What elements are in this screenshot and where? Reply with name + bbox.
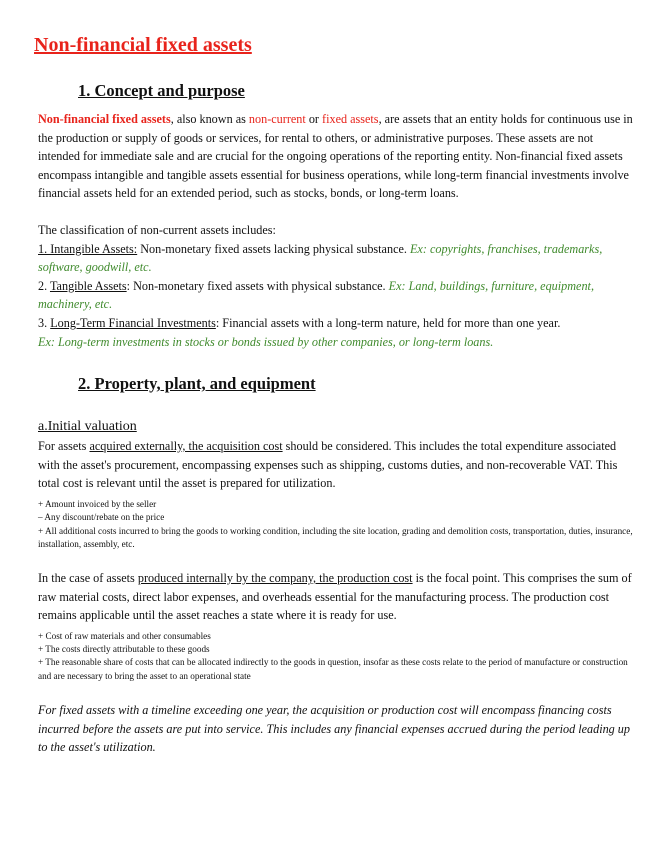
external-text-2: should be considered. This includes the total expenditure associated with the asset's procurement, encompassing expenses such as shipping, customs duties, and non-recoverable VAT. This total cost is relevant until the asset is prepared for utilization. [38, 439, 618, 491]
list-item: – Any discount/rebate on the price [38, 512, 165, 523]
item-label: 1. Intangible Assets: [38, 241, 138, 256]
external-text-1: For assets [38, 439, 90, 454]
list-item: + Amount invoiced by the seller [38, 498, 157, 509]
item-example: Ex: Long-term investments in stocks or bonds issued by other companies, or long-term loans. [38, 334, 494, 349]
item-example: Ex: copyrights, franchises, trademarks, software, goodwill, etc. [38, 241, 603, 275]
list-item: + The reasonable share of costs that can be allocated indirectly to the goods in question, insofar as these costs relate to the period of manufacture or construction and are necessary to bring the asset to an operational state [38, 657, 628, 681]
external-emphasis: acquired externally, the acquisition cost [89, 439, 283, 454]
item-example: Ex: Land, buildings, furniture, equipment, machinery, etc. [38, 278, 594, 312]
classification-intro: The classification of non-current assets includes: [38, 222, 276, 237]
classification-item-financial [38, 314, 633, 351]
external-paragraph [38, 437, 633, 493]
item-label: Long-Term Financial Investments [50, 315, 216, 330]
internal-text-2: is the focal point. This comprises the sum of raw material costs, direct labor expenses, and overheads essential for the manufacturing process. The production cost remains applicable until the asset reaches a state where it is ready for use. [38, 571, 632, 623]
financing-cost-note: For fixed assets with a timeline exceeding one year, the acquisition or production cost will encompass financing costs incurred before the assets are put into service. This includes any financial expenses accrued during the period leading up to the asset's utilization. [38, 703, 630, 755]
intro-paragraph [38, 110, 633, 203]
internal-text-1: In the case of assets [38, 571, 138, 586]
list-item: + The costs directly attributable to these goods [38, 644, 210, 655]
item-desc: : Non-monetary fixed assets with physical substance. [126, 278, 389, 293]
classification-item-tangible [38, 277, 633, 314]
internal-cost-list [38, 630, 633, 683]
internal-emphasis: produced internally by the company, the production cost [137, 571, 413, 586]
term-highlight: Non-financial fixed assets [38, 112, 171, 126]
list-item: + Cost of raw materials and other consumables [38, 630, 211, 641]
internal-paragraph [38, 569, 633, 625]
subheading-initial-valuation [38, 417, 633, 437]
external-cost-list [38, 498, 633, 551]
section-1-heading: 1. Concept and purpose [78, 81, 245, 100]
list-item: + All additional costs incurred to bring the goods to working condition, including the site location, grading and demolition costs, transportation, duties, insurance, installation, assembly, etc. [38, 525, 633, 549]
intro-text-2: or [305, 112, 323, 126]
classification-item-intangible [38, 240, 633, 277]
item-prefix: 3. [38, 315, 51, 330]
term-alt-2: fixed assets [322, 112, 379, 126]
item-prefix: 2. [38, 278, 50, 293]
item-label: Tangible Assets [49, 278, 127, 293]
intro-text-rest: , are assets that an entity holds for continuous use in the production or supply of goods or services, for rental to others, or administrative purposes. These assets are not intended for immediate sale and are crucial for the ongoing operations of the reporting entity. Non-financial fixed assets encompass intangible and tangible assets essential for business operations, while long-term financial investments involve financial assets held for an extended period, such as stocks, bonds, or long-term loans. [38, 112, 633, 201]
item-desc: Non-monetary fixed assets lacking physical substance. [137, 241, 410, 256]
item-desc: : Financial assets with a long-term nature, held for more than one year. [215, 315, 561, 330]
page-title: Non-financial fixed assets [34, 34, 252, 56]
section-2-heading: 2. Property, plant, and equipment [78, 374, 316, 394]
term-alt-1: non-current [248, 112, 306, 126]
intro-text-1: , also known as [170, 112, 249, 126]
subheading-text: a.Initial valuation [38, 419, 137, 435]
